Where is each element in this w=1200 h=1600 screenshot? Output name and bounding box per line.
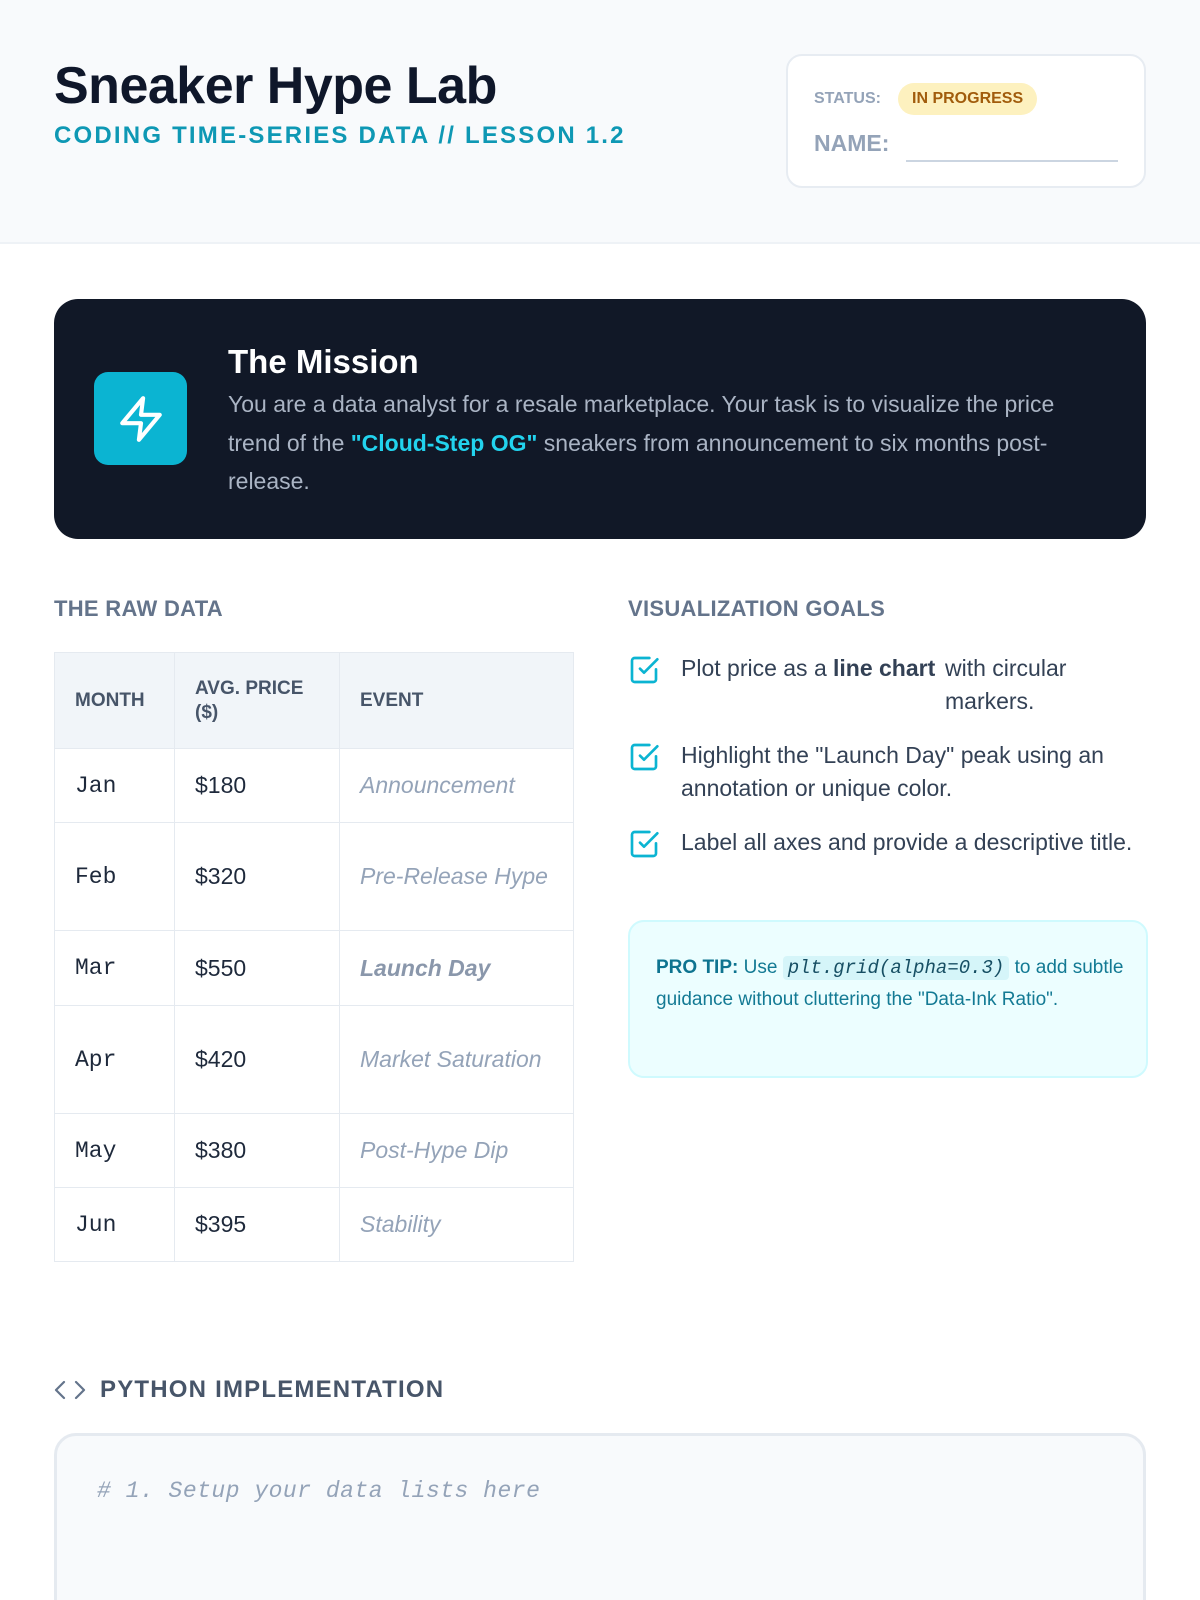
event-cell: Stability: [340, 1188, 574, 1262]
checkbox-checked-icon: [628, 741, 660, 773]
product-name-highlight: "Cloud-Step OG": [350, 429, 538, 456]
table-header-row: [55, 653, 574, 749]
mission-title: The Mission: [228, 343, 419, 380]
pro-tip-body: Use: [738, 957, 783, 978]
status-label: STATUS:: [814, 90, 881, 107]
price-cell: $320: [175, 823, 340, 931]
goal-text-part: Plot price as a: [681, 655, 827, 681]
goal-item: [628, 652, 1148, 722]
name-label: NAME:: [814, 130, 890, 156]
mission-text-part: You are a data analyst for a resale marketplace. Your task is to visualize the price trend of the: [228, 391, 1055, 456]
status-badge: IN PROGRESS: [898, 83, 1037, 115]
month-cell: Feb: [55, 823, 175, 931]
page-header: [0, 0, 1200, 244]
goal-text: Label all axes and provide a descriptive title.: [681, 829, 1133, 855]
lightning-bolt-icon: [94, 372, 187, 465]
column-header-month: MONTH: [55, 653, 175, 749]
goal-item: [628, 826, 1148, 896]
pro-tip-body: to add subtle guidance without cluttering the "Data-Ink Ratio".: [656, 957, 1124, 1010]
event-cell: Market Saturation: [340, 1006, 574, 1114]
goal-text: [681, 652, 1151, 718]
month-cell: Jan: [55, 749, 175, 823]
pro-tip-label: PRO TIP:: [656, 957, 739, 978]
month-cell: May: [55, 1114, 175, 1188]
price-cell: $550: [175, 931, 340, 1006]
goals-heading: VISUALIZATION GOALS: [628, 596, 886, 621]
checkbox-checked-icon: [628, 828, 660, 860]
mission-card: [54, 299, 1146, 539]
name-field[interactable]: [906, 160, 1118, 162]
python-heading: PYTHON IMPLEMENTATION: [100, 1376, 445, 1403]
code-brackets-icon: [54, 1378, 86, 1402]
mission-text: [228, 385, 1098, 501]
goal-text: Highlight the "Launch Day" peak using an annotation or unique color.: [681, 742, 1104, 801]
python-section-header: [54, 1375, 444, 1405]
event-cell: Post-Hype Dip: [340, 1114, 574, 1188]
event-cell: Launch Day: [340, 931, 574, 1006]
goal-text-emphasis: line chart: [833, 655, 936, 681]
event-cell: Announcement: [340, 749, 574, 823]
code-editor[interactable]: [54, 1433, 1146, 1600]
status-card: [786, 54, 1146, 188]
page-title: Sneaker Hype Lab: [54, 57, 497, 115]
pro-tip-text: [656, 952, 1126, 1016]
event-cell: Pre-Release Hype: [340, 823, 574, 931]
price-cell: $180: [175, 749, 340, 823]
page-subtitle: CODING TIME-SERIES DATA // LESSON 1.2: [54, 122, 626, 149]
month-cell: Jun: [55, 1188, 175, 1262]
table-row: [55, 1114, 574, 1188]
table-row: [55, 749, 574, 823]
goal-item: [628, 739, 1148, 809]
table-row: [55, 1188, 574, 1262]
code-comment: # 1. Setup your data lists here: [97, 1478, 541, 1504]
checkbox-checked-icon: [628, 654, 660, 686]
price-cell: $380: [175, 1114, 340, 1188]
table-row: [55, 931, 574, 1006]
goal-text-part: with circular markers.: [945, 655, 1067, 714]
month-cell: Apr: [55, 1006, 175, 1114]
table-row: [55, 823, 574, 931]
column-header-event: EVENT: [340, 653, 574, 749]
month-cell: Mar: [55, 931, 175, 1006]
mission-text-part: sneakers from announcement to six months post-release.: [228, 429, 1048, 494]
price-cell: $395: [175, 1188, 340, 1262]
raw-data-table: [54, 652, 574, 1262]
column-header-price: AVG. PRICE ($): [175, 653, 340, 749]
code-snippet: plt.grid(alpha=0.3): [783, 956, 1010, 980]
pro-tip-box: [628, 920, 1148, 1078]
price-cell: $420: [175, 1006, 340, 1114]
raw-data-heading: THE RAW DATA: [54, 596, 223, 621]
table-row: [55, 1006, 574, 1114]
